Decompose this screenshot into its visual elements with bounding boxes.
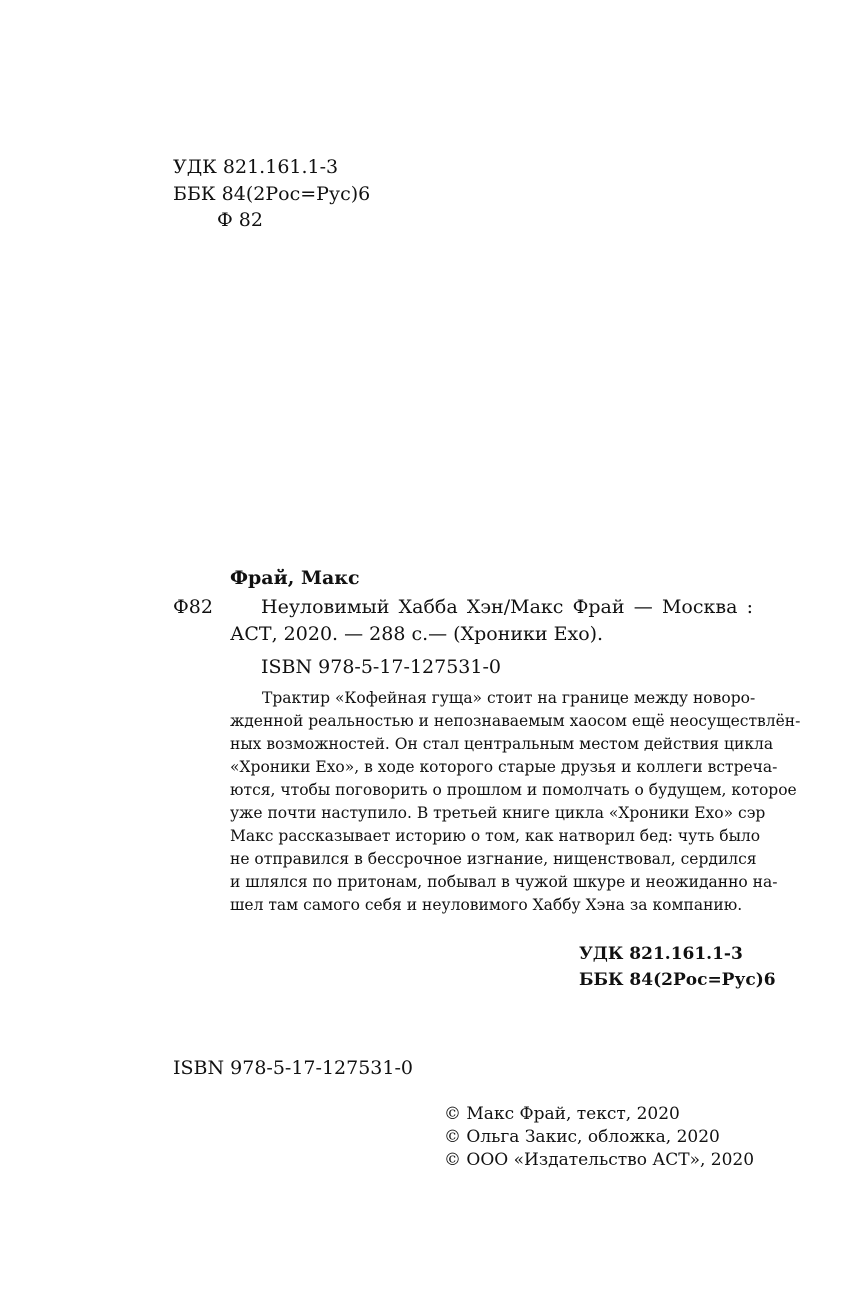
- copyright-line: © Макс Фрай, текст, 2020: [444, 1104, 680, 1124]
- isbn-bottom: ISBN 978-5-17-127531-0: [173, 1057, 413, 1079]
- record-author: Фрай, Макс: [230, 567, 360, 589]
- record-title-line1: Неуловимый Хабба Хэн/Макс Фрай — Москва :: [261, 596, 753, 618]
- copyright-line: © Ольга Закис, обложка, 2020: [444, 1127, 720, 1147]
- record-sign: Ф82: [173, 596, 213, 618]
- copyright-line: © ООО «Издательство АСТ», 2020: [444, 1150, 755, 1170]
- annotation-line: Трактир «Кофейная гуща» стоит на границе между новоро-: [262, 689, 756, 707]
- annotation-line: ются, чтобы поговорить о прошлом и помолчать о будущем, которое: [230, 781, 797, 799]
- annotation-line: и шлялся по притонам, побывал в чужой шкуре и неожиданно на-: [230, 873, 778, 891]
- annotation: [230, 687, 801, 917]
- author-sign-top: Ф 82: [217, 209, 263, 231]
- annotation-line: уже почти наступило. В третьей книге цикла «Хроники Ехо» сэр: [230, 804, 766, 822]
- udk-top: УДК 821.161.1-3: [173, 156, 339, 178]
- annotation-line: жденной реальностью и непознаваемым хаосом ещё неосуществлён-: [230, 712, 801, 730]
- annotation-line: шел там самого себя и неуловимого Хаббу Хэна за компанию.: [230, 896, 743, 914]
- record-isbn: ISBN 978-5-17-127531-0: [261, 656, 501, 678]
- annotation-line: не отправился в бессрочное изгнание, нищенствовал, сердился: [230, 850, 757, 868]
- udk-bottom: УДК 821.161.1-3: [579, 944, 743, 964]
- annotation-line: «Хроники Ехо», в ходе которого старые друзья и коллеги встреча-: [230, 758, 778, 776]
- bbk-bottom: ББК 84(2Рос=Рус)6: [579, 970, 776, 990]
- annotation-line: ных возможностей. Он стал центральным местом действия цикла: [230, 735, 774, 753]
- record-title-line2: АСТ, 2020. — 288 с.— (Хроники Ехо).: [230, 623, 604, 645]
- annotation-line: Макс рассказывает историю о том, как натворил бед: чуть было: [230, 827, 761, 845]
- bbk-top: ББК 84(2Рос=Рус)6: [173, 183, 371, 205]
